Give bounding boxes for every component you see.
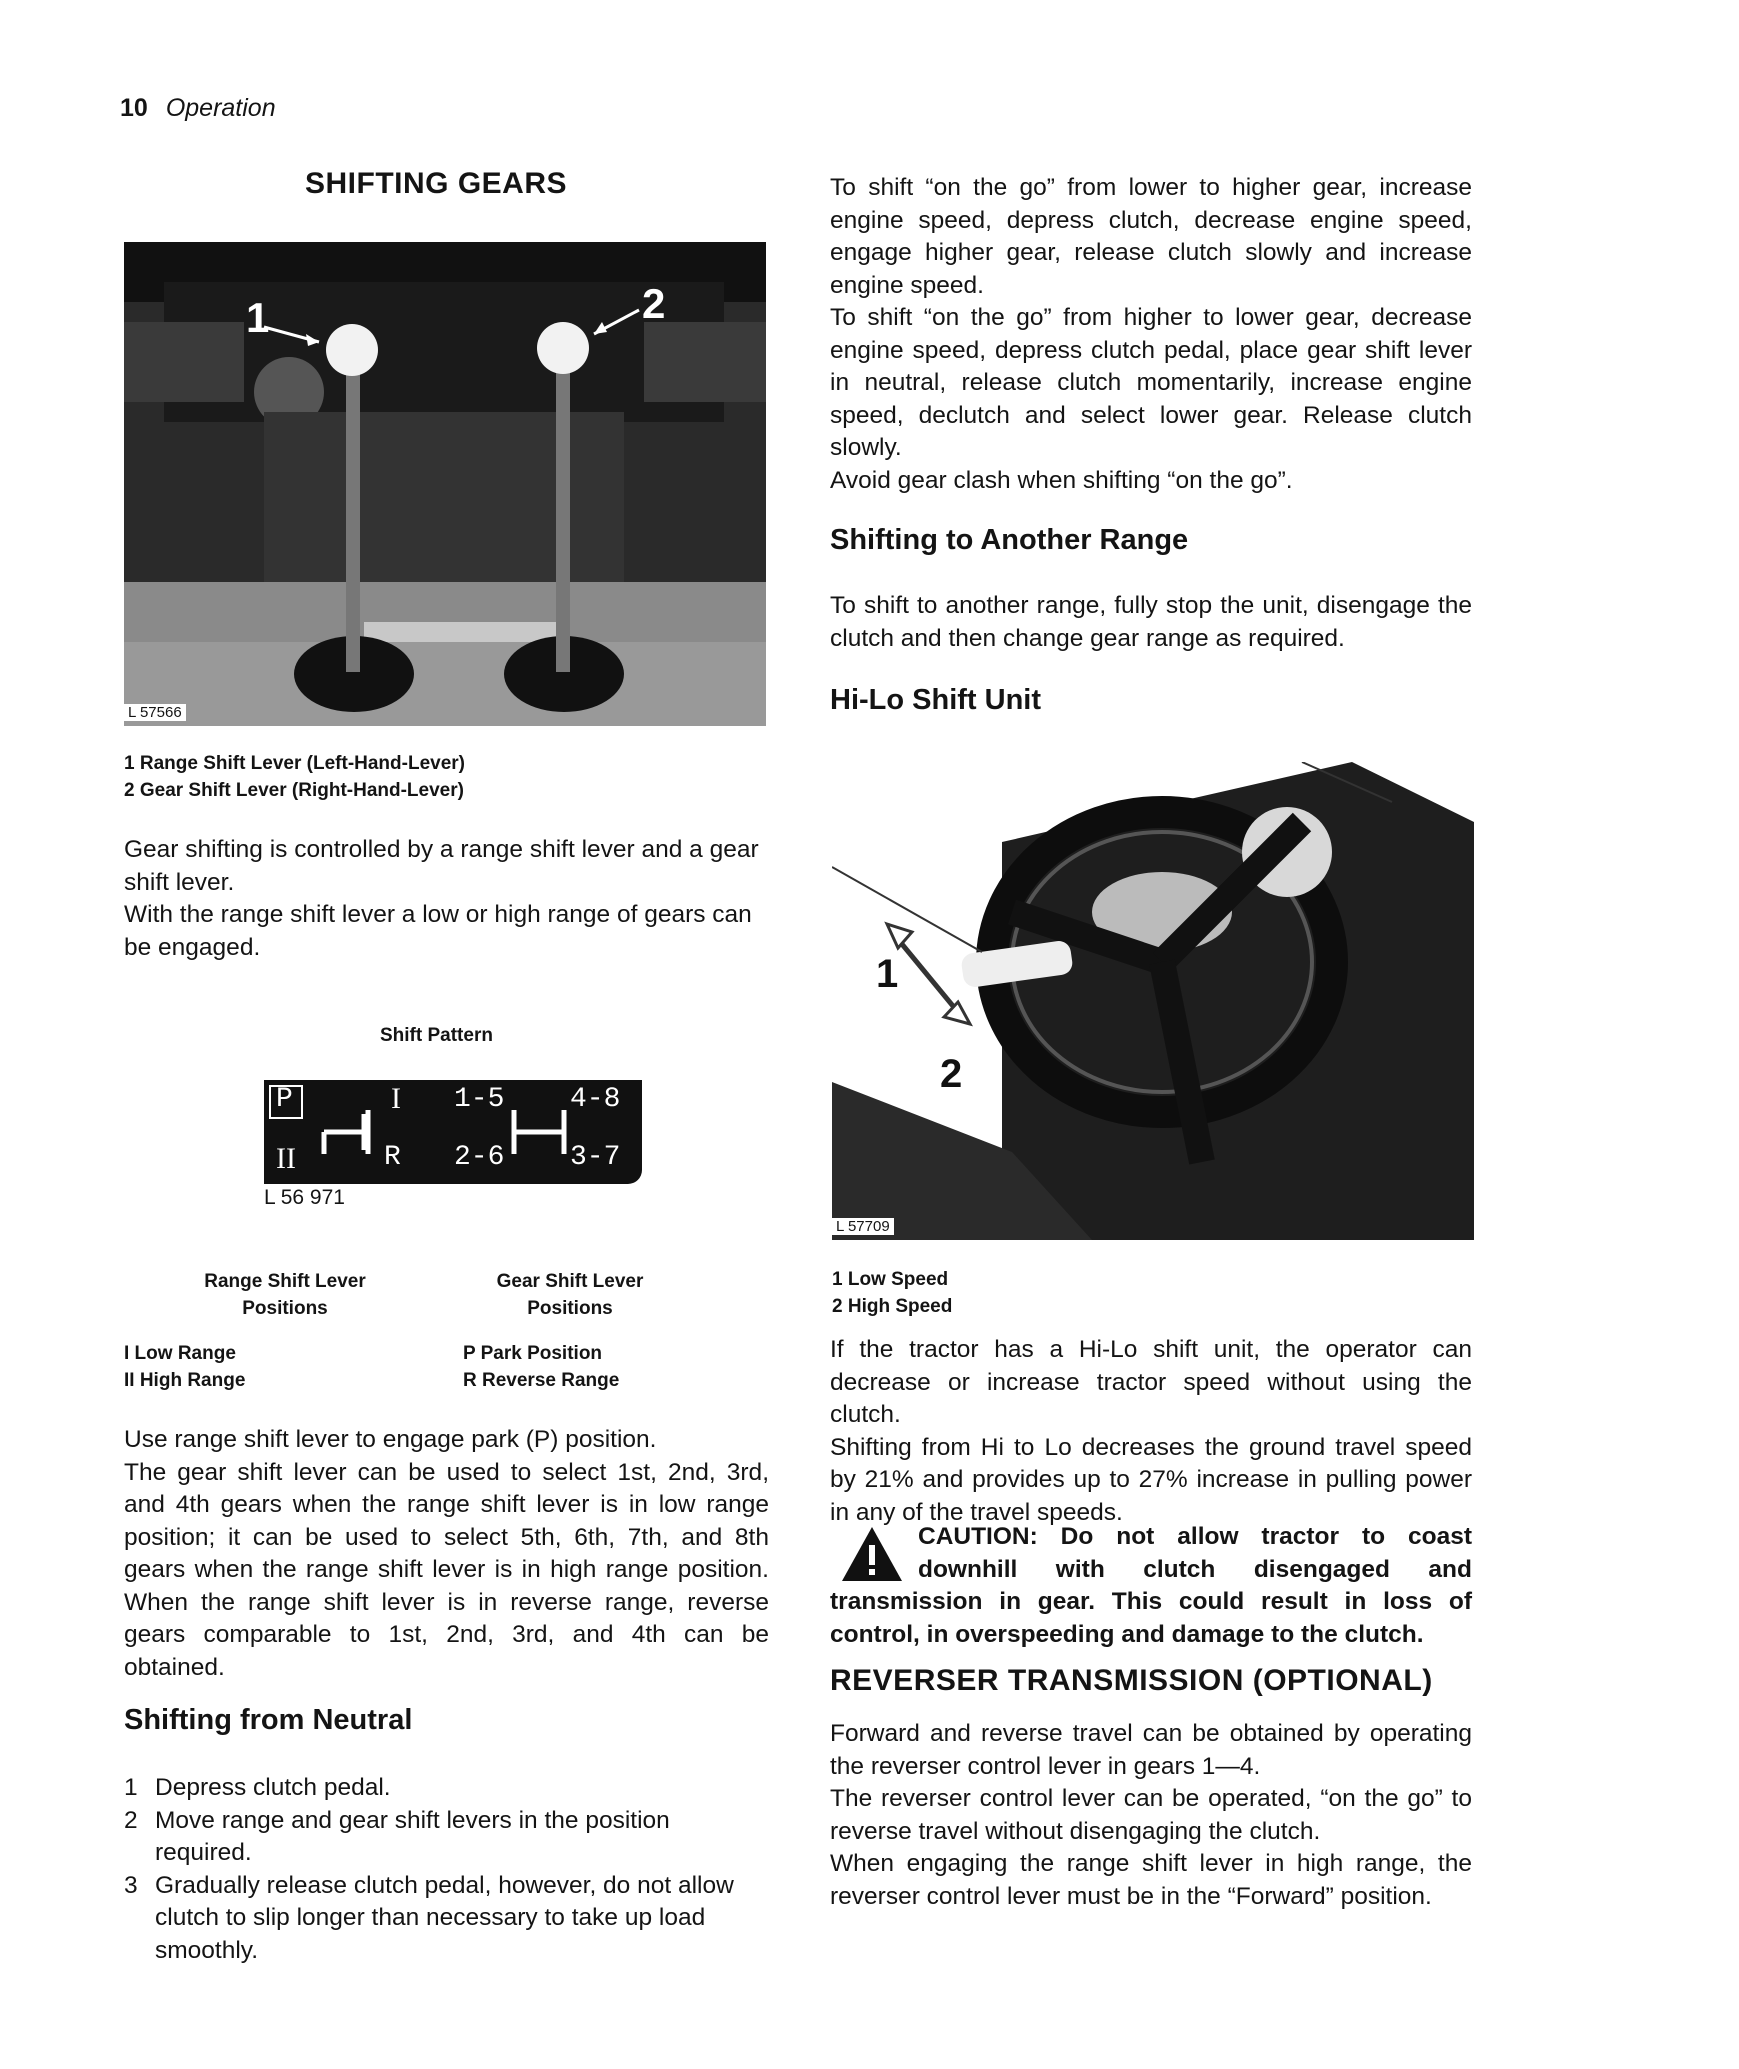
photo-shift-levers — [124, 242, 766, 726]
header-line: Gear Shift Lever — [496, 1271, 644, 1292]
intro-text — [124, 834, 766, 964]
paragraph: To shift “on the go” from lower to higher gear, increase engine speed, depress clutch, decrease engine speed, engage higher gear, release clutch slowly and increase engine speed. — [830, 174, 1472, 299]
heading-hi-lo-shift-unit: Hi-Lo Shift Unit — [830, 684, 1042, 716]
label-gear-4-8: 4-8 — [570, 1084, 621, 1115]
shift-pattern-plate — [264, 1080, 642, 1184]
step-text: Gradually release clutch pedal, however, do not allow clutch to slip longer than necessary to take up load smoothly. — [155, 1871, 734, 1964]
paragraph: If the tractor has a Hi-Lo shift unit, the operator can decrease or increase tractor speed without using the clutch. — [830, 1336, 1472, 1428]
heading-shifting-to-another-range: Shifting to Another Range — [830, 524, 1189, 556]
reverser-text — [830, 1718, 1472, 1913]
header-line: Positions — [527, 1298, 613, 1319]
gear-positions-header — [455, 1268, 685, 1322]
step-text: Move range and gear shift levers in the position required. — [155, 1806, 670, 1866]
paragraph: Gear shifting is controlled by a range shift lever and a gear shift lever. — [124, 836, 759, 896]
on-the-go-text — [830, 172, 1472, 497]
label-park: P — [276, 1084, 293, 1115]
list-item: I Low Range — [124, 1343, 236, 1364]
gear-position-list — [463, 1340, 619, 1394]
step-number: 2 — [124, 1806, 138, 1834]
photo2-captions — [832, 1266, 952, 1320]
paragraph: Forward and reverse travel can be obtained by operating the reverser control lever in gears 1—4. — [830, 1720, 1472, 1780]
photo-ref-number: L 57566 — [124, 704, 186, 721]
usage-text — [124, 1424, 769, 1684]
list-item — [124, 1870, 769, 1968]
range-position-list — [124, 1340, 245, 1394]
photo1-captions — [124, 750, 465, 804]
photo-hi-lo-lever — [832, 762, 1474, 1240]
shift-levers-illustration — [124, 242, 766, 726]
page-number: 10 — [120, 94, 148, 122]
list-item: P Park Position — [463, 1343, 603, 1364]
label-reverse: R — [384, 1142, 401, 1173]
running-head — [120, 94, 276, 123]
neutral-steps-list — [124, 1772, 769, 1967]
pattern-ref-number: L 56 971 — [264, 1186, 345, 1209]
paragraph: The gear shift lever can be used to select 1st, 2nd, 3rd, and 4th gears when the range shift lever is in low range position; it can be used to select 5th, 6th, 7th, and 8th gears when the range shift lever is in high range position. When the range shift lever is in reverse range, reverse gears comparable to 1st, 2nd, 3rd, and 4th can be obtained. — [124, 1458, 769, 1681]
caption-high-speed: 2 High Speed — [832, 1296, 953, 1317]
label-gear-1-5: 1-5 — [454, 1084, 505, 1115]
photo-ref-number: L 57709 — [832, 1218, 894, 1235]
list-item — [124, 1772, 769, 1805]
label-gear-2-6: 2-6 — [454, 1142, 505, 1173]
paragraph: With the range shift lever a low or high range of gears can be engaged. — [124, 901, 752, 961]
hi-lo-text — [830, 1334, 1472, 1529]
paragraph: Use range shift lever to engage park (P) position. — [124, 1426, 657, 1453]
range-positions-header — [170, 1268, 400, 1322]
paragraph: Shifting from Hi to Lo decreases the ground travel speed by 21% and provides up to 27% increase in pulling power in any of the travel speeds. — [830, 1433, 1472, 1526]
range-text: To shift to another range, fully stop the unit, disengage the clutch and then change gear range as required. — [830, 592, 1472, 652]
label-low: I — [391, 1082, 401, 1115]
caption-range-shift-lever: 1 Range Shift Lever (Left-Hand-Lever) — [124, 753, 465, 774]
list-item — [124, 1805, 769, 1870]
callout-2: 2 — [642, 280, 666, 327]
caution-block — [830, 1521, 1472, 1651]
paragraph: To shift “on the go” from higher to lower gear, decrease engine speed, depress clutch pedal, place gear shift lever in neutral, release clutch momentarily, increase engine speed, declutch and select lower gear. Release clutch slowly. — [830, 304, 1472, 461]
header-line: Positions — [242, 1298, 328, 1319]
callout-1: 1 — [876, 952, 899, 996]
heading-shifting-from-neutral: Shifting from Neutral — [124, 1704, 413, 1736]
header-line: Range Shift Lever — [204, 1271, 366, 1292]
label-gear-3-7: 3-7 — [570, 1142, 621, 1173]
paragraph: Avoid gear clash when shifting “on the go”. — [830, 466, 1293, 494]
list-item: R Reverse Range — [463, 1370, 620, 1391]
step-number: 1 — [124, 1774, 138, 1801]
warning-triangle-icon — [840, 1525, 904, 1583]
paragraph: The reverser control lever can be operated, “on the go” to reverse travel without disengaging the clutch. — [830, 1785, 1472, 1845]
caution-text: CAUTION: Do not allow tractor to coast downhill with clutch disengaged and transmission in gear. This could result in loss of control, in overspeeding and damage to the clutch. — [830, 1523, 1472, 1648]
callout-1: 1 — [246, 294, 270, 341]
list-item: II High Range — [124, 1370, 246, 1391]
hi-lo-lever-illustration — [832, 762, 1474, 1240]
callout-2: 2 — [940, 1052, 963, 1096]
paragraph: When engaging the range shift lever in high range, the reverser control lever must be in the “Forward” position. — [830, 1850, 1472, 1910]
step-number: 3 — [124, 1871, 138, 1899]
caption-gear-shift-lever: 2 Gear Shift Lever (Right-Hand-Lever) — [124, 780, 464, 801]
step-text: Depress clutch pedal. — [155, 1774, 391, 1801]
label-high: II — [276, 1142, 296, 1175]
shift-pattern-title: Shift Pattern — [380, 1025, 493, 1046]
heading-shifting-gears: SHIFTING GEARS — [305, 167, 568, 200]
caption-low-speed: 1 Low Speed — [832, 1269, 949, 1290]
section-name: Operation — [165, 94, 276, 122]
heading-reverser-transmission: REVERSER TRANSMISSION (OPTIONAL) — [830, 1664, 1433, 1697]
